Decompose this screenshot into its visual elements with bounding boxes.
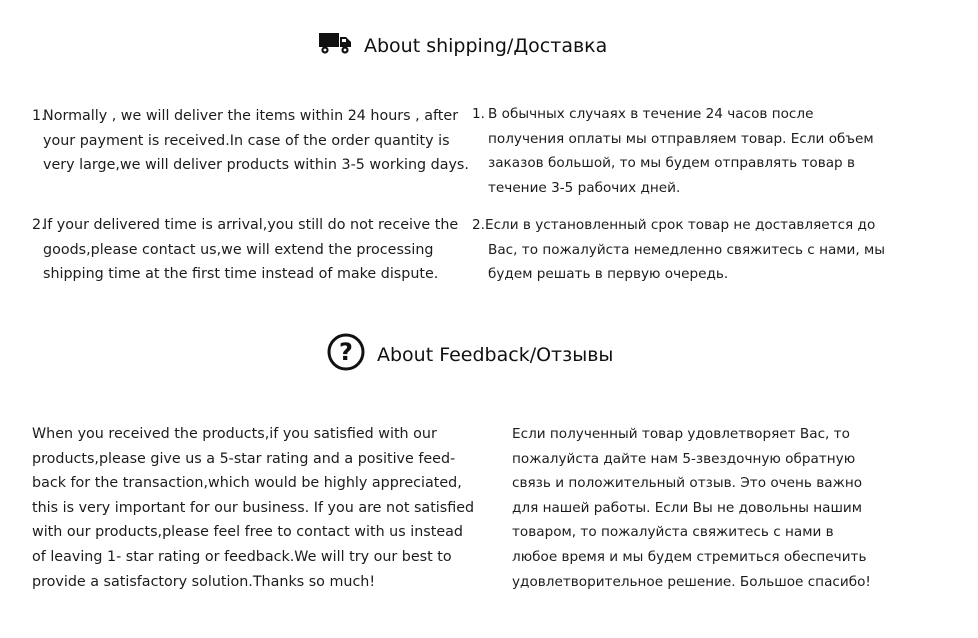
- text-line: заказов большой, то мы будем отправлять товар в: [488, 155, 855, 172]
- shipping-title: About shipping/Доставка: [364, 34, 608, 57]
- text-line: Если полученный товар удовлетворяет Вас, то: [512, 426, 850, 442]
- text-line: удовлетворительное решение. Большое спасибо!: [512, 573, 871, 590]
- item-number: 1.: [472, 106, 485, 122]
- shipping-en-column-2: [32, 213, 459, 287]
- shipping-en-item: [32, 213, 459, 287]
- shipping-ru-column-2: [472, 213, 912, 287]
- text-line: пожалуйста дайте нам 5-звездочную обратную: [512, 450, 856, 467]
- feedback-ru-column: [512, 422, 932, 594]
- text-line: получения оплаты мы отправляем товар. Если объем: [488, 130, 874, 147]
- text-line: provide a satisfactory solution.Thanks so much!: [32, 573, 376, 590]
- question-circle-icon: [327, 333, 365, 376]
- text-line: of leaving 1- star rating or feedback.We will try our best to: [32, 548, 452, 565]
- item-number: 2.: [32, 217, 46, 233]
- text-fragment: Если в установленный срок товар не доставляется до: [484, 217, 876, 233]
- text-line: shipping time at the first time instead of make dispute.: [43, 266, 439, 283]
- shipping-en-item: [32, 104, 469, 178]
- text-line: very large,we will deliver products within 3-5 working days.: [43, 157, 469, 174]
- text-line: your payment is received.In case of the order quantity is: [43, 132, 450, 149]
- text-line: this is very important for our business. If you are not satisfied: [32, 499, 475, 516]
- shipping-ru-item: [472, 102, 912, 200]
- text-line: products,please give us a 5-star rating and a positive feed-: [32, 450, 456, 467]
- text-line: связь и положительный отзыв. Это очень важно: [512, 475, 863, 492]
- text-line: товаром, то пожалуйста свяжитесь с нами в: [512, 524, 834, 541]
- text-line: для нашей работы. Если Вы не довольны нашим: [512, 499, 863, 516]
- text-line: любое время и мы будем стремиться обеспечить: [512, 548, 867, 565]
- text-line: Вас, то пожалуйста немедленно свяжитесь с нами, мы: [488, 241, 886, 258]
- text-line: будем решать в первую очередь.: [488, 266, 729, 283]
- shipping-en-column: [32, 104, 469, 178]
- text-line: В обычных случаях в течение 24 часов после: [488, 106, 814, 122]
- text-line: with our products,please feel free to contact with us instead: [32, 524, 463, 541]
- text-line: течение 3-5 рабочих дней.: [488, 179, 681, 196]
- svg-text:?: ?: [339, 338, 353, 366]
- text-line: goods,please contact us,we will extend the processing: [43, 241, 434, 258]
- truck-icon: [318, 30, 352, 61]
- feedback-en-column: [32, 422, 475, 594]
- shipping-heading: [318, 30, 607, 61]
- text-line: Normally , we will deliver the items within 24 hours , after: [43, 108, 459, 124]
- text-line: If your delivered time is arrival,you still do not receive the: [43, 217, 459, 233]
- text-line: When you received the products,if you satisfied with our: [32, 426, 437, 442]
- feedback-heading: [327, 333, 613, 376]
- text-line: [472, 213, 912, 238]
- item-number: 1.: [32, 108, 46, 124]
- text-line: back for the transaction,which would be highly appreciated,: [32, 475, 462, 492]
- shipping-ru-item: [472, 213, 912, 287]
- item-number: 2.: [472, 217, 485, 233]
- shipping-ru-column: [472, 102, 912, 200]
- feedback-title: About Feedback/Отзывы: [377, 343, 614, 366]
